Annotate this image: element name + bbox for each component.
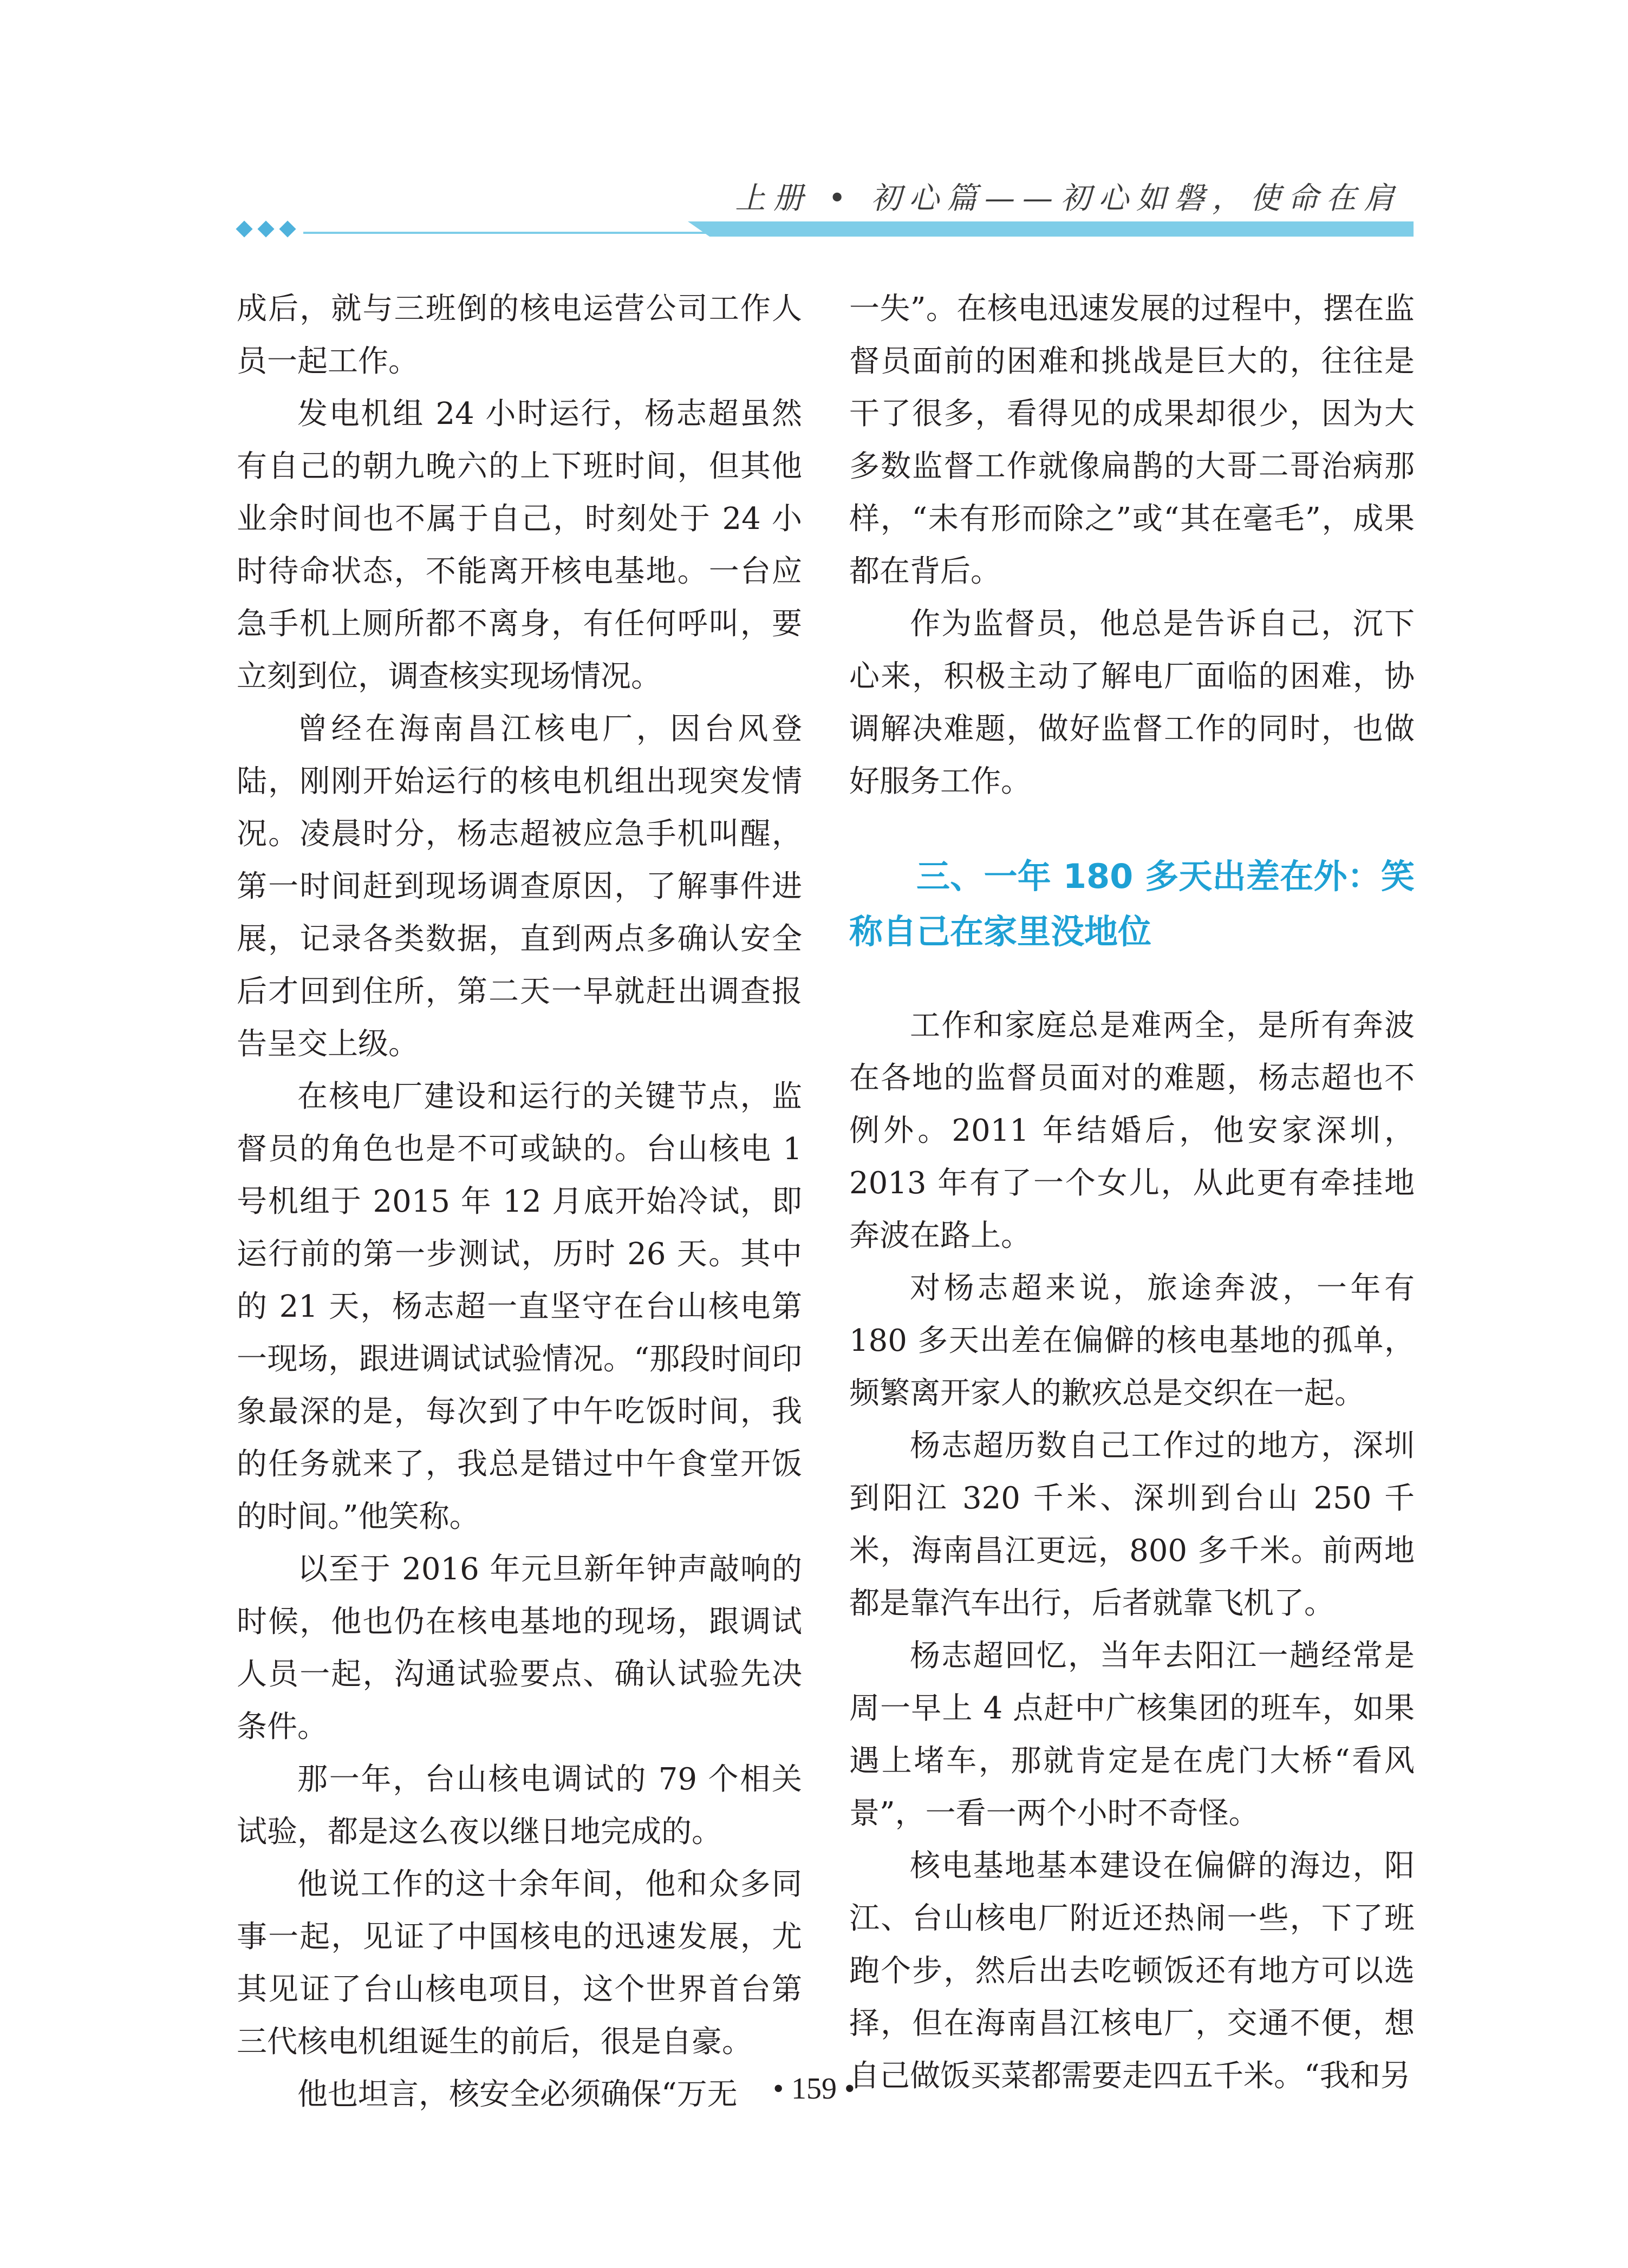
paragraph: 作为监督员，他总是告诉自己，沉下心来，积极主动了解电厂面临的困难，协调解决难题，做好监督工作的同时，也做好服务工作。 <box>849 606 1415 799</box>
paragraph: 以至于 2016 年元旦新年钟声敲响的时候，他也仍在核电基地的现场，跟调试人员一起，沟通试验要点、确认试验先决条件。 <box>237 1552 802 1744</box>
paragraph: 工作和家庭总是难两全，是所有奔波在各地的监督员面对的难题，杨志超也不例外。2011 年结婚后，他安家深圳，2013 年有了一个女儿，从此更有牵挂地奔波在路上。 <box>849 1008 1415 1253</box>
paragraph: 杨志超历数自己工作过的地方，深圳到阳江 320 千米、深圳到台山 250 千米，海南昌江更远，800 多千米。前两地都是靠汽车出行，后者就靠飞机了。 <box>849 1428 1415 1621</box>
paragraph: 杨志超回忆，当年去阳江一趟经常是周一早上 4 点赶中广核集团的班车，如果遇上堵车，那就肯定是在虎门大桥“看风景”，一看一两个小时不奇怪。 <box>849 1638 1415 1831</box>
left-column <box>237 283 802 2121</box>
paragraph: 一失”。在核电迅速发展的过程中，摆在监督员面前的困难和挑战是巨大的，往往是干了很多，看得见的成果却很少，因为大多数监督工作就像扁鹊的大哥二哥治病那样，“未有形而除之”或“其在毫毛”，成果都在背后。 <box>849 291 1415 589</box>
page-number: • 159 • <box>773 2072 855 2106</box>
paragraph: 他也坦言，核安全必须确保“万无 <box>297 2077 738 2112</box>
header-accent-band <box>688 221 1414 237</box>
diamond-icon <box>279 220 296 237</box>
paragraph: 成后，就与三班倒的核电运营公司工作人员一起工作。 <box>237 291 802 379</box>
header-diamond-ornament <box>238 223 294 235</box>
paragraph: 对杨志超来说，旅途奔波，一年有 180 多天出差在偏僻的核电基地的孤单，频繁离开家人的歉疚总是交织在一起。 <box>849 1271 1415 1411</box>
section-heading: 三、一年 180 多天出差在外：笑称自己在家里没地位 <box>849 857 1415 951</box>
diamond-icon <box>257 220 274 237</box>
paragraph: 发电机组 24 小时运行，杨志超虽然有自己的朝九晚六的上下班时间，但其他业余时间也不属于自己，时刻处于 24 小时待命状态，不能离开核电基地。一台应急手机上厕所都不离身，有任何呼叫，要立刻到位，调查核实现场情况。 <box>237 396 802 694</box>
running-header-title: 上册 • 初心篇——初心如磐，使命在肩 <box>735 181 1402 216</box>
right-column <box>849 283 1415 2102</box>
paragraph: 核电基地基本建设在偏僻的海边，阳江、台山核电厂附近还热闹一些，下了班跑个步，然后出去吃顿饭还有地方可以选择，但在海南昌江核电厂，交通不便，想自己做饭买菜都需要走四五千米。“我和另 <box>849 1848 1415 2094</box>
paragraph: 那一年，台山核电调试的 79 个相关试验，都是这么夜以继日地完成的。 <box>237 1762 802 1849</box>
paragraph: 曾经在海南昌江核电厂，因台风登陆，刚刚开始运行的核电机组出现突发情况。凌晨时分，杨志超被应急手机叫醒，第一时间赶到现场调查原因，了解事件进展，记录各类数据，直到两点多确认安全后才回到住所，第二天一早就赶出调查报告呈交上级。 <box>237 711 802 1062</box>
paragraph: 他说工作的这十余年间，他和众多同事一起，见证了中国核电的迅速发展，尤其见证了台山核电项目，这个世界首台第三代核电机组诞生的前后，很是自豪。 <box>237 1867 802 2060</box>
diamond-icon <box>236 220 252 237</box>
paragraph: 在核电厂建设和运行的关键节点，监督员的角色也是不可或缺的。台山核电 1 号机组于 2015 年 12 月底开始冷试，即运行前的第一步测试，历时 26 天。其中的 21 天，杨志超一直坚守在台山核电第一现场，跟进调试试验情况。“那段时间印象最深的是，每次到了中午吃饭时间，我的任务就来了，我总是错过中午食堂开饭的时间。”他笑称。 <box>237 1079 802 1534</box>
